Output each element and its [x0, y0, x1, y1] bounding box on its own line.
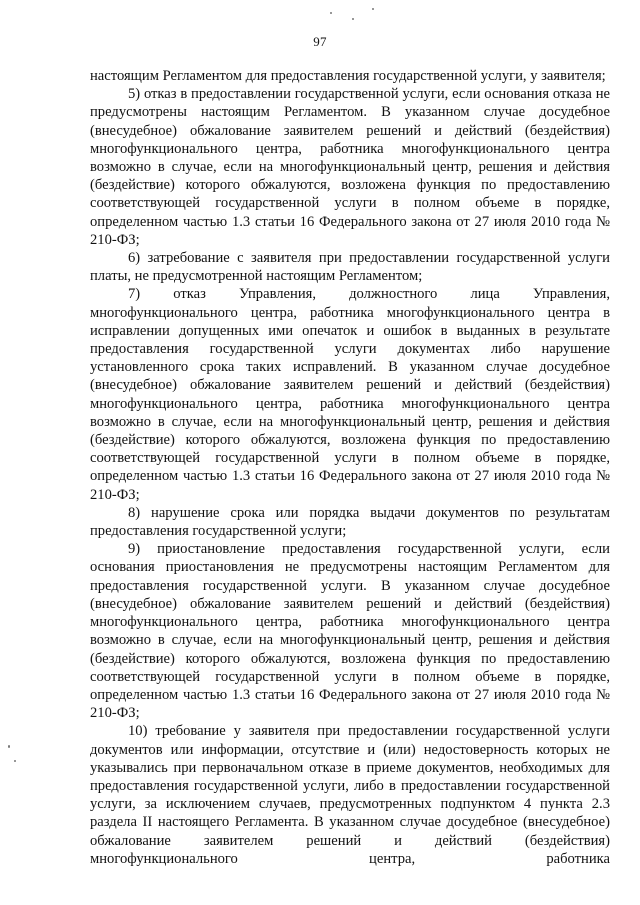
paragraph-item-6: 6) затребование с заявителя при предоставлении государственной услуги платы, не предусмотренной настоящим Регламентом; [90, 250, 610, 285]
paragraph-item-9: 9) приостановление предоставления государственной услуги, если основания приостановления не предусмотрены настоящим Регламентом для предоставления государственной услуги. В указанном случае досудебное (внесудебное) обжалование заявителем решений и действий (бездействия) многофункционального центра, работника многофункционального центра возможно в случае, если на многофункциональный центр, решения и действия (бездействие) которого обжалуются, возложена функция по предоставлению соответствующей государственной услуги в полном объеме в порядке, определенном частью 1.3 статьи 16 Федерального закона от 27 июля 2010 года № 210-ФЗ; [90, 541, 610, 722]
scan-speck [352, 18, 354, 20]
paragraph-item-10: 10) требование у заявителя при предоставлении государственной услуги документов или информации, отсутствие и (или) недостоверность которых не указывались при первоначальном отказе в приеме документов, необходимых для предоставления государственной услуги, либо в предоставлении государственной услуги, за исключением случаев, предусмотренных подпунктом 4 пункта 2.3 раздела II настоящего Регламента. В указанном случае досудебное (внесудебное) обжалование заявителем решений и действий (бездействия) многофункционального центра, работника [90, 723, 610, 867]
paragraph-item-7: 7) отказ Управления, должностного лица Управления, многофункционального центра, работника многофункционального центра в исправлении допущенных ими опечаток и ошибок в выданных в результате предоставления государственной услуги документах либо нарушение установленного срока таких исправлений. В указанном случае досудебное (внесудебное) обжалование заявителем решений и действий (бездействия) многофункционального центра, работника многофункционального центра возможно в случае, если на многофункциональный центр, решения и действия (бездействие) которого обжалуются, возложена функция по предоставлению соответствующей государственной услуги в полном объеме в порядке, определенном частью 1.3 статьи 16 Федерального закона от 27 июля 2010 года № 210-ФЗ; [90, 286, 610, 503]
scan-speck [8, 745, 10, 748]
paragraph-item-8: 8) нарушение срока или порядка выдачи документов по результатам предоставления государственной услуги; [90, 504, 610, 540]
scan-speck [330, 12, 332, 14]
page-number: 97 [313, 34, 327, 49]
document-body [90, 67, 610, 868]
paragraph-item-5: 5) отказ в предоставлении государственной услуги, если основания отказа не предусмотрены настоящим Регламентом. В указанном случае досудебное (внесудебное) обжалование заявителем решений и действий (бездействия) многофункционального центра, работника многофункционального центра возможно в случае, если на многофункциональный центр, решения и действия (бездействие) которого обжалуются, возложена функция по предоставлению соответствующей государственной услуги в полном объеме в порядке, определенном частью 1.3 статьи 16 Федерального закона от 27 июля 2010 года № 210-ФЗ; [90, 86, 610, 248]
paragraph-continuation: настоящим Регламентом для предоставления государственной услуги, у заявителя; [90, 68, 606, 84]
scan-speck [372, 8, 374, 10]
scan-speck [14, 760, 16, 762]
